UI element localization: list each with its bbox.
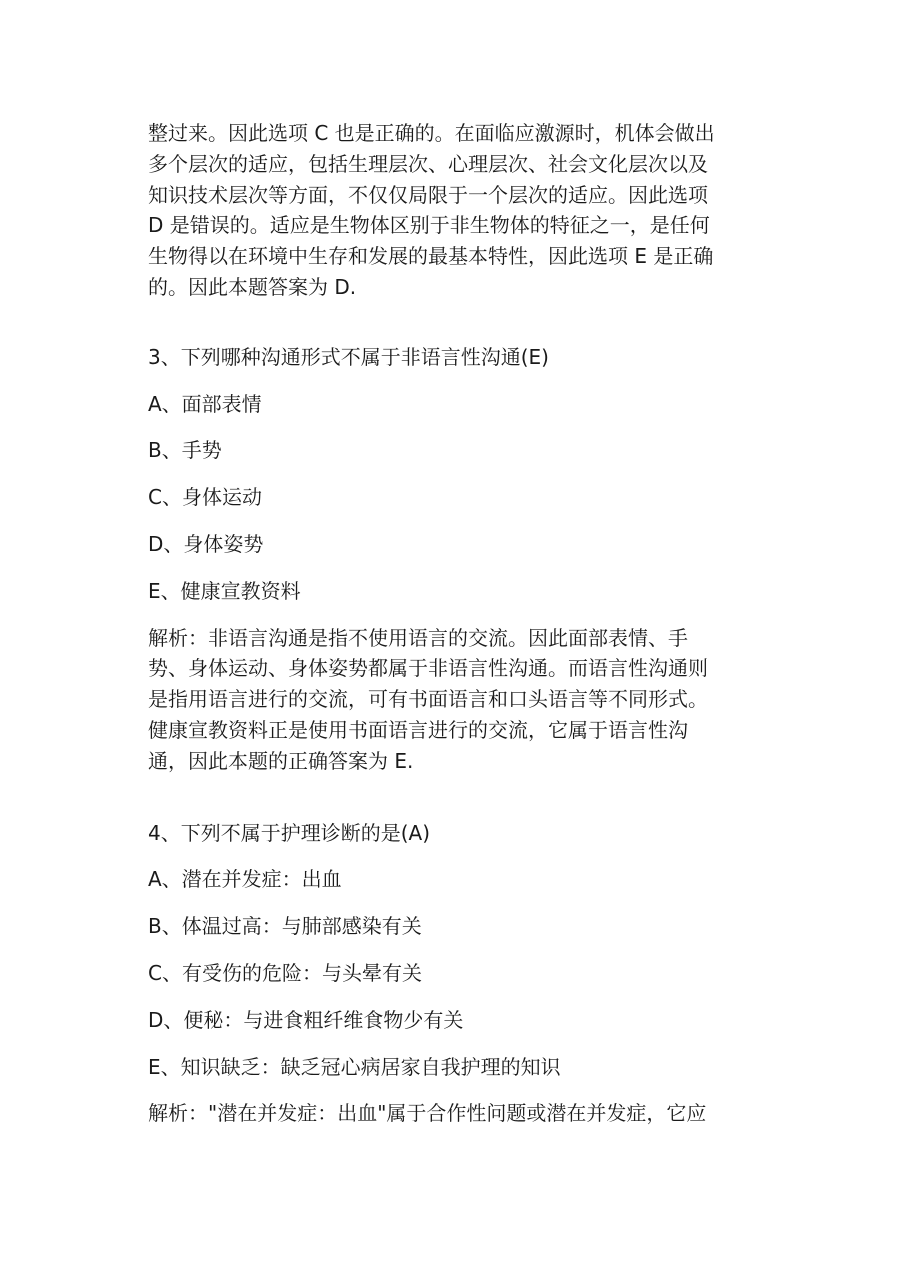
text-line: 整过来。因此选项 C 也是正确的。在面临应激源时，机体会做出 xyxy=(148,121,715,145)
text-line: 是指用语言进行的交流，可有书面语言和口头语言等不同形式。 xyxy=(148,687,708,712)
option-b: B、手势 xyxy=(148,438,222,463)
question-3 xyxy=(148,342,768,777)
text-line: 通，因此本题的正确答案为 E. xyxy=(148,748,414,773)
text-line: 解析：非语言沟通是指不使用语言的交流。因此面部表情、手 xyxy=(148,625,688,650)
question-stem: 4、下列不属于护理诊断的是(A) xyxy=(148,820,431,845)
text-line: 多个层次的适应，包括生理层次、心理层次、社会文化层次以及 xyxy=(148,151,708,176)
question-4 xyxy=(148,818,768,1130)
text-line: 健康宣教资料正是使用书面语言进行的交流，它属于语言性沟 xyxy=(148,717,688,742)
option-d: D、身体姿势 xyxy=(148,531,264,556)
option-c: C、有受伤的危险：与头晕有关 xyxy=(148,960,422,985)
option-d: D、便秘：与进食粗纤维食物少有关 xyxy=(148,1007,464,1032)
text-line: 的。因此本题答案为 D. xyxy=(148,274,357,299)
option-c: C、身体运动 xyxy=(148,485,262,510)
analysis xyxy=(148,1098,768,1129)
document-page xyxy=(148,118,768,1129)
text-line: 势、身体运动、身体姿势都属于非语言性沟通。而语言性沟通则 xyxy=(148,656,708,681)
option-e: E、知识缺乏：缺乏冠心病居家自我护理的知识 xyxy=(148,1054,561,1079)
text-line: 解析："潜在并发症：出血"属于合作性问题或潜在并发症，它应 xyxy=(148,1101,707,1126)
option-b: B、体温过高：与肺部感染有关 xyxy=(148,914,422,939)
text-line: 生物得以在环境中生存和发展的最基本特性，因此选项 E 是正确 xyxy=(148,244,714,269)
option-a: A、面部表情 xyxy=(148,391,262,416)
option-a: A、潜在并发症：出血 xyxy=(148,867,342,892)
analysis xyxy=(148,623,768,777)
text-line: D 是错误的。适应是生物体区别于非生物体的特征之一，是任何 xyxy=(148,213,710,238)
question-stem: 3、下列哪种沟通形式不属于非语言性沟通(E) xyxy=(148,344,549,369)
previous-analysis-continuation xyxy=(148,118,768,303)
text-line: 知识技术层次等方面，不仅仅局限于一个层次的适应。因此选项 xyxy=(148,182,708,207)
option-e: E、健康宣教资料 xyxy=(148,578,301,603)
